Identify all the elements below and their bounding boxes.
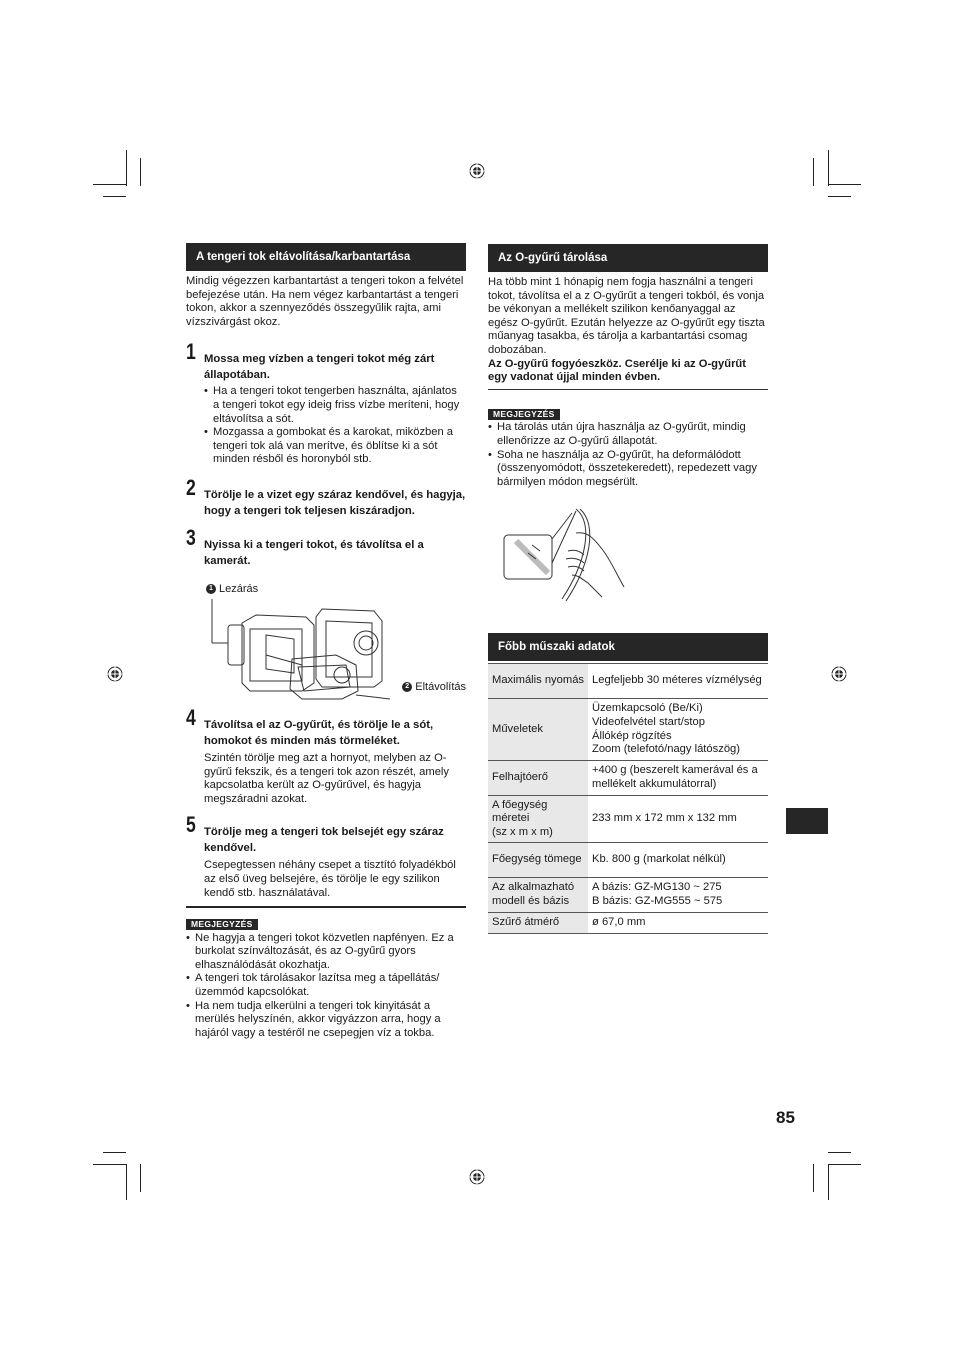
spec-key: Főegység tömege xyxy=(488,843,588,878)
list-item: • Ha nem tudja elkerülni a tengeri tok kinyitását a merülés helyszínén, akkor vigyázzon arra, hogy a hajáról vagy a testéről ne csepegjen víz a tokba. xyxy=(186,1000,466,1041)
step-number: 3 xyxy=(186,524,196,550)
list-item: • Ha a tengeri tokot tengerben használta, ajánlatos a tengeri tokot egy ideig friss vízbe meríteni, hogy eltávolítsa a sót. xyxy=(204,385,466,426)
table-row xyxy=(488,664,768,699)
crop-mark xyxy=(813,1164,814,1192)
note-block xyxy=(186,918,466,1040)
section-title-oring: Az O-gyűrű tárolása xyxy=(488,244,768,272)
step-number: 4 xyxy=(186,704,196,730)
spec-key: Felhajtóerő xyxy=(488,761,588,796)
crop-mark xyxy=(103,196,126,197)
divider xyxy=(488,389,768,390)
spec-value: 233 mm x 172 mm x 132 mm xyxy=(588,796,768,843)
spec-key: Szűrő átmérő xyxy=(488,913,588,934)
note-label: MEGJEGYZÉS xyxy=(488,409,560,420)
step-title: Törölje le a vizet egy száraz kendővel, és hagyja, hogy a tengeri tok teljesen kiszáradjon. xyxy=(204,488,466,517)
registration-mark-icon xyxy=(107,666,123,682)
housing-drawing-icon xyxy=(206,595,406,703)
table-row xyxy=(488,761,768,796)
page-number: 85 xyxy=(776,1108,795,1127)
step-title: Mossa meg vízben a tengeri tokot még zárt állapotában. xyxy=(204,353,435,382)
spec-key: Maximális nyomás xyxy=(488,664,588,699)
step-body: Csepegtessen néhány csepet a tisztító folyadékból az első üveg belsejére, és törölje le egy szilikon kendő stb. használatával. xyxy=(204,859,456,899)
spec-value: A bázis: GZ-MG130 ~ 275 B bázis: GZ-MG555 ~ 575 xyxy=(588,878,768,913)
section-title-specs: Főbb műszaki adatok xyxy=(488,633,768,661)
step-3 xyxy=(186,524,466,569)
callout-remove: 2 Eltávolítás xyxy=(402,681,466,695)
registration-mark-icon xyxy=(469,1169,485,1185)
housing-illustration xyxy=(186,583,466,703)
spec-value: ø 67,0 mm xyxy=(588,913,768,934)
step-title: Törölje meg a tengeri tok belsejét egy száraz kendővel. xyxy=(204,826,444,855)
crop-mark xyxy=(828,184,861,185)
section-tab xyxy=(786,808,828,834)
list-item: • Ne hagyja a tengeri tokot közvetlen napfényen. Ez a burkolat színváltozását, és az O-gyűrű gyors elhasználódását okozhatja. xyxy=(186,932,466,973)
spec-table xyxy=(488,663,768,934)
table-row xyxy=(488,699,768,761)
registration-mark-icon xyxy=(469,163,485,179)
spec-value: +400 g (beszerelt kamerával és a mellékelt akkumulátorral) xyxy=(588,761,768,796)
crop-mark xyxy=(813,158,814,186)
crop-mark xyxy=(103,1152,126,1153)
list-item: • Ha tárolás után újra használja az O-gyűrűt, mindig ellenőrizze az O-gyűrű állapotát. xyxy=(488,421,768,448)
callout-lock: 1 Lezárás xyxy=(206,583,258,597)
step-number: 1 xyxy=(186,339,196,365)
step-body: Szintén törölje meg azt a hornyot, melyben az O-gyűrű fekszik, és a tengeri tok azon részét, amely kapcsolatba került az O-gyűrűvel, és hagyja megszáradni azokat. xyxy=(204,751,449,805)
crop-mark xyxy=(93,184,126,185)
table-row xyxy=(488,913,768,934)
crop-mark xyxy=(140,1164,141,1192)
crop-mark xyxy=(828,1164,861,1165)
spec-key: A főegység méretei (sz x m x m) xyxy=(488,796,588,843)
crop-mark xyxy=(126,150,127,186)
divider xyxy=(186,906,466,908)
crop-mark xyxy=(126,1164,127,1200)
oring-hand-illustration-icon xyxy=(502,503,632,603)
registration-mark-icon xyxy=(831,666,847,682)
section-title-maintenance: A tengeri tok eltávolítása/karbantartása xyxy=(186,243,466,271)
right-column xyxy=(488,244,768,661)
oring-intro: Ha több mint 1 hónapig nem fogja használni a tengeri tokot, távolítsa el a z O-gyűrűt a tengeri tokból, és vonja be vékonyan a mellékelt szilikon kenőanyaggal az egész O-gyűrűt. Ezután helyezze az O-gyűrűt egy tiszta műanyag tasakba, és tárolja a karbantartási csomag dobozában. xyxy=(488,276,765,356)
note-label: MEGJEGYZÉS xyxy=(186,919,258,930)
crop-mark xyxy=(828,1152,851,1153)
step-5 xyxy=(186,812,466,900)
step-number: 5 xyxy=(186,812,196,838)
oring-warning: Az O-gyűrű fogyóeszköz. Cserélje ki az O-gyűrűt egy vadonat újjal minden évben. xyxy=(488,357,746,384)
table-row xyxy=(488,796,768,843)
list-item: • Mozgassa a gombokat és a karokat, miközben a tengeri tok alá van merítve, és öblítse ki a sót minden résből és horonyból stb. xyxy=(204,426,466,467)
step-1 xyxy=(186,339,466,467)
table-row xyxy=(488,843,768,878)
left-column xyxy=(186,243,466,1040)
list-item: • Soha ne használja az O-gyűrűt, ha deformálódott (összenyomódott, összetekeredett), repedezett vagy bármilyen módon megsérült. xyxy=(488,449,768,490)
spec-value: Üzemkapcsoló (Be/Ki) Videofelvétel start/stop Állókép rögzítés Zoom (telefotó/nagy látószög) xyxy=(588,699,768,761)
step-number: 2 xyxy=(186,474,196,500)
step-2 xyxy=(186,474,466,519)
step-title: Távolítsa el az O-gyűrűt, és törölje le a sót, homokot és minden más törmeléket. xyxy=(204,718,434,747)
list-item: • A tengeri tok tárolásakor lazítsa meg a tápellátás/üzemmód kapcsolókat. xyxy=(186,972,466,999)
crop-mark xyxy=(93,1164,126,1165)
crop-mark xyxy=(828,1164,829,1200)
note-block xyxy=(488,408,768,490)
crop-mark xyxy=(828,196,851,197)
crop-mark xyxy=(140,158,141,186)
spec-value: Kb. 800 g (markolat nélkül) xyxy=(588,843,768,878)
table-row xyxy=(488,878,768,913)
maintenance-intro: Mindig végezzen karbantartást a tengeri tokon a felvétel befejezése után. Ha nem végez karbantartást a tengeri tokon, akkor a szennyeződés összegyűlik rajta, ami vízszivárgást okoz. xyxy=(186,275,464,328)
spec-value: Legfeljebb 30 méteres vízmélység xyxy=(588,664,768,699)
step-title: Nyissa ki a tengeri tokot, és távolítsa el a kamerát. xyxy=(204,538,424,567)
spec-key: Az alkalmazható modell és bázis xyxy=(488,878,588,913)
spec-key: Műveletek xyxy=(488,699,588,761)
crop-mark xyxy=(828,150,829,186)
step-4 xyxy=(186,704,466,806)
